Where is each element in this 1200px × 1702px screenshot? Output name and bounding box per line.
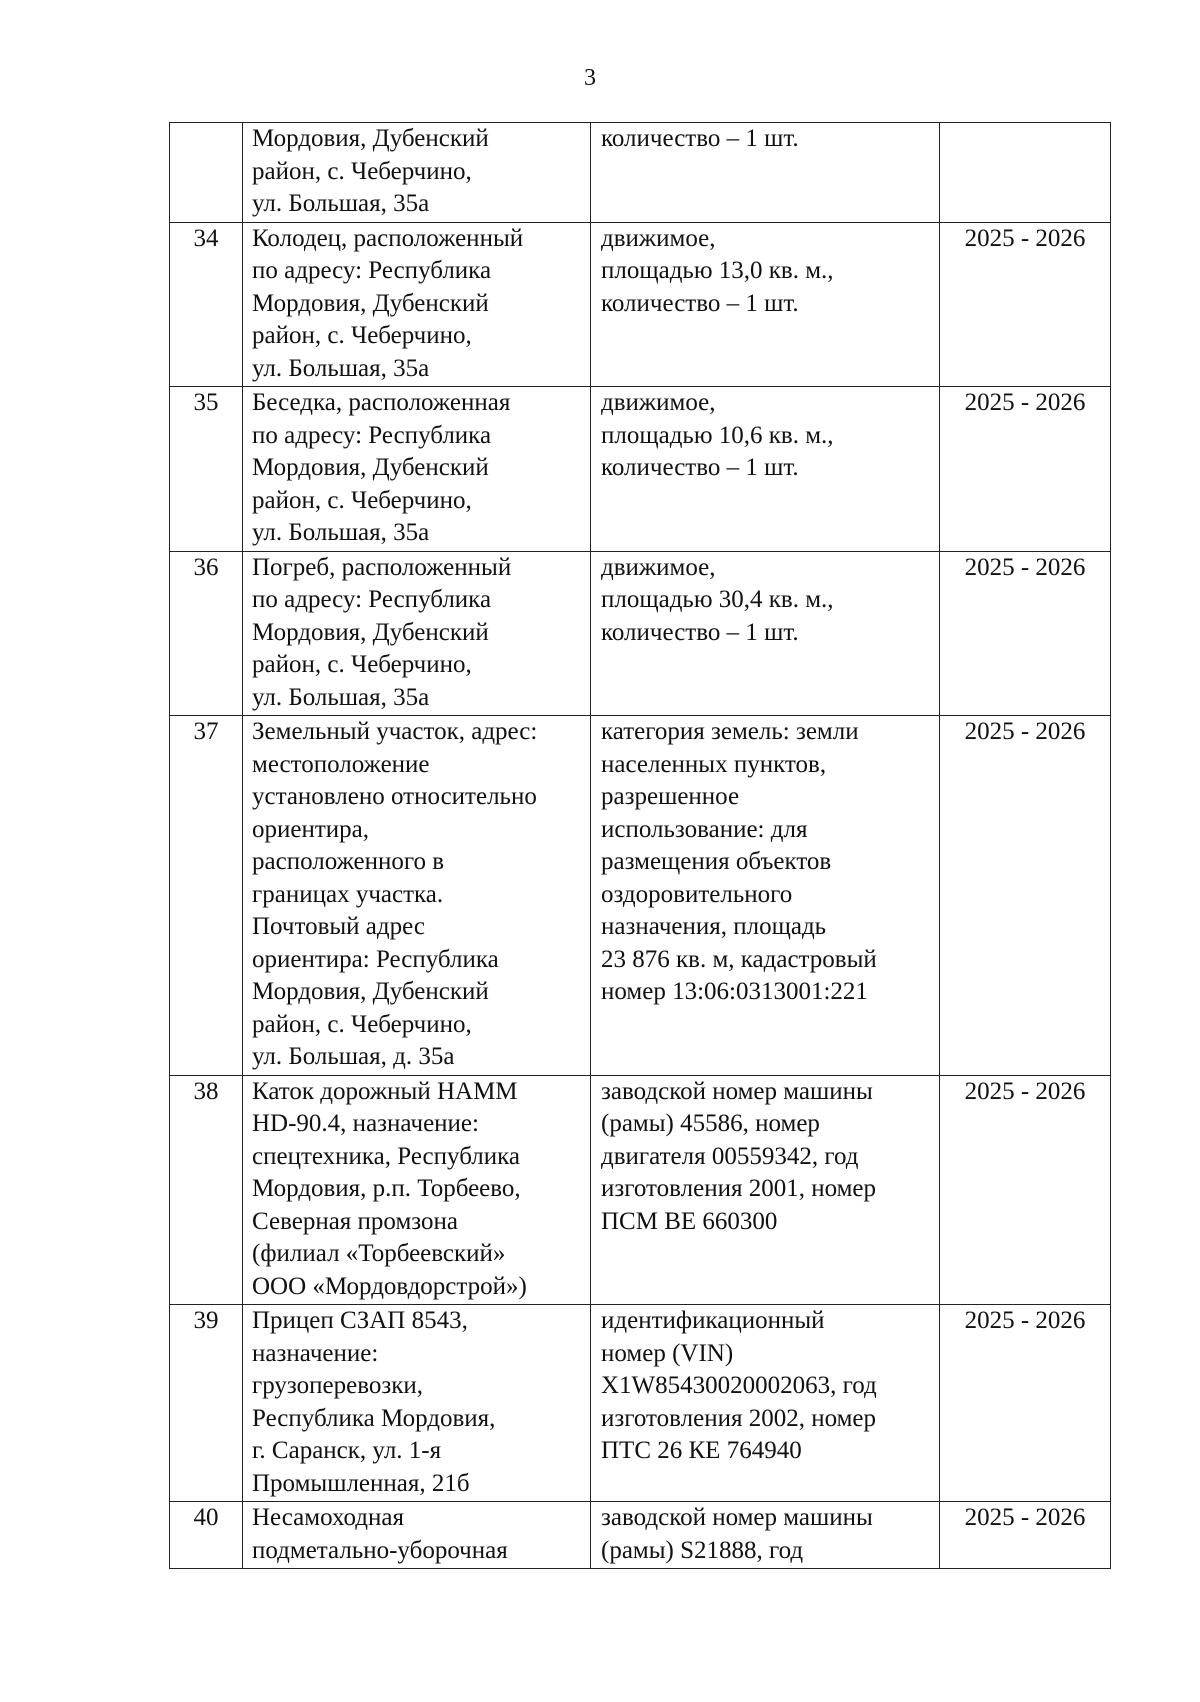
object-line: район, с. Чеберчино, [252,157,472,185]
description-line: количество – 1 шт. [601,125,799,152]
description-line: 23 876 кв. м, кадастровый [601,945,877,973]
description-line: ПСМ ВЕ 660300 [601,1207,778,1235]
description-cell [591,716,940,1076]
object-line: Колодец, расположенный [252,224,524,252]
object-line: Промышленная, 21б [252,1469,470,1497]
period-cell: 2025 - 2026 [940,222,1111,387]
object-line: Мордовия, Дубенский [252,125,489,152]
object-line: границах участка. [252,880,444,908]
object-line: ориентира, [252,815,370,843]
table-row [170,123,1111,223]
description-line: разрешенное [601,783,740,810]
description-line: заводской номер машины [601,1077,873,1105]
object-line: район, с. Чеберчино, [252,322,472,349]
description-cell [591,551,940,716]
table-row [170,1075,1111,1305]
period-cell: 2025 - 2026 [940,387,1111,552]
description-line: площадью 13,0 кв. м., [601,257,834,284]
row-number: 39 [170,1305,243,1502]
description-line: изготовления 2002, номер [601,1404,877,1432]
object-cell [243,716,591,1076]
object-line: Несамоходная [252,1504,404,1531]
description-cell [591,1502,940,1569]
period-cell: 2025 - 2026 [940,716,1111,1076]
description-line: движимое, [601,224,716,252]
row-number: 34 [170,222,243,387]
description-line: количество – 1 шт. [601,454,799,481]
description-cell [591,1075,940,1305]
object-cell [243,123,591,223]
object-line: район, с. Чеберчино, [252,651,472,678]
row-number: 35 [170,387,243,552]
period-cell: 2025 - 2026 [940,551,1111,716]
period-cell: 2025 - 2026 [940,1075,1111,1305]
object-line: (филиал «Торбеевский» [252,1240,506,1267]
description-line: заводской номер машины [601,1504,873,1531]
object-line: Республика Мордовия, [252,1404,496,1432]
description-line: количество – 1 шт. [601,618,799,646]
object-cell [243,1502,591,1569]
description-line: размещения объектов [601,848,832,875]
object-line: по адресу: Республика [252,257,492,284]
object-line: спецтехника, Республика [252,1142,521,1170]
period-cell: 2025 - 2026 [940,1305,1111,1502]
object-line: Земельный участок, адрес: [252,718,538,745]
page-number: 3 [584,65,596,91]
object-line: ул. Большая, 35а [252,354,430,382]
table-row [170,716,1111,1076]
object-line: ООО «Мордовдорстрой») [252,1272,527,1300]
object-line: установлено относительно [252,783,537,810]
row-number [170,123,243,223]
object-line: Погреб, расположенный [252,553,512,581]
object-line: местоположение [252,750,430,778]
table-row [170,387,1111,552]
property-table [169,122,1111,1569]
table-row [170,1305,1111,1502]
description-line: оздоровительного [601,880,793,908]
object-line: Мордовия, Дубенский [252,618,489,646]
description-line: площадью 10,6 кв. м., [601,421,834,449]
row-number: 36 [170,551,243,716]
period-cell [940,123,1111,223]
object-cell [243,1305,591,1502]
description-cell [591,222,940,387]
table-row [170,1502,1111,1569]
object-line: подметально-уборочная [252,1536,508,1564]
object-line: по адресу: Республика [252,421,492,449]
object-line: Мордовия, Дубенский [252,978,489,1005]
object-cell [243,1075,591,1305]
row-number: 40 [170,1502,243,1569]
table-row [170,551,1111,716]
object-line: г. Саранск, ул. 1-я [252,1437,442,1464]
object-line: Мордовия, Дубенский [252,289,489,317]
object-line: ориентира: Республика [252,945,499,973]
description-line: идентификационный [601,1307,825,1334]
description-line: движимое, [601,553,716,581]
description-line: количество – 1 шт. [601,289,799,317]
object-line: Мордовия, Дубенский [252,454,489,481]
description-line: номер (VIN) [601,1339,734,1367]
object-line: район, с. Чеберчино, [252,486,472,514]
description-line: движимое, [601,389,716,416]
object-line: HD-90.4, назначение: [252,1110,479,1137]
object-line: ул. Большая, 35а [252,519,430,546]
description-line: двигателя 00559342, год [601,1142,859,1170]
object-line: ул. Большая, д. 35а [252,1043,455,1070]
object-line: Каток дорожный HAMM [252,1077,518,1105]
object-line: Почтовый адрес [252,913,425,940]
object-line: по адресу: Республика [252,586,492,613]
row-number: 37 [170,716,243,1076]
row-number: 38 [170,1075,243,1305]
object-line: ул. Большая, 35а [252,683,430,711]
description-line: использование: для [601,815,808,843]
description-cell [591,387,940,552]
description-line: ПТС 26 КЕ 764940 [601,1437,802,1464]
object-line: ул. Большая, 35а [252,190,430,217]
object-cell [243,551,591,716]
description-line: категория земель: земли [601,718,859,745]
object-line: район, с. Чеберчино, [252,1010,472,1038]
description-line: изготовления 2001, номер [601,1175,877,1202]
object-line: назначение: [252,1339,379,1367]
object-cell [243,222,591,387]
description-cell [591,1305,940,1502]
description-line: номер 13:06:0313001:221 [601,978,868,1005]
object-line: расположенного в [252,848,445,875]
object-line: грузоперевозки, [252,1372,424,1399]
object-line: Северная промзона [252,1207,458,1235]
table-row [170,222,1111,387]
period-cell: 2025 - 2026 [940,1502,1111,1569]
description-cell [591,123,940,223]
description-line: X1W85430020002063, год [601,1372,877,1399]
object-cell [243,387,591,552]
object-line: Прицеп СЗАП 8543, [252,1307,468,1334]
description-line: населенных пунктов, [601,750,827,778]
description-line: площадью 30,4 кв. м., [601,586,834,613]
description-line: назначения, площадь [601,913,827,940]
description-line: (рамы) S21888, год [601,1536,804,1564]
object-line: Беседка, расположенная [252,389,511,416]
description-line: (рамы) 45586, номер [601,1110,820,1137]
object-line: Мордовия, р.п. Торбеево, [252,1175,521,1202]
